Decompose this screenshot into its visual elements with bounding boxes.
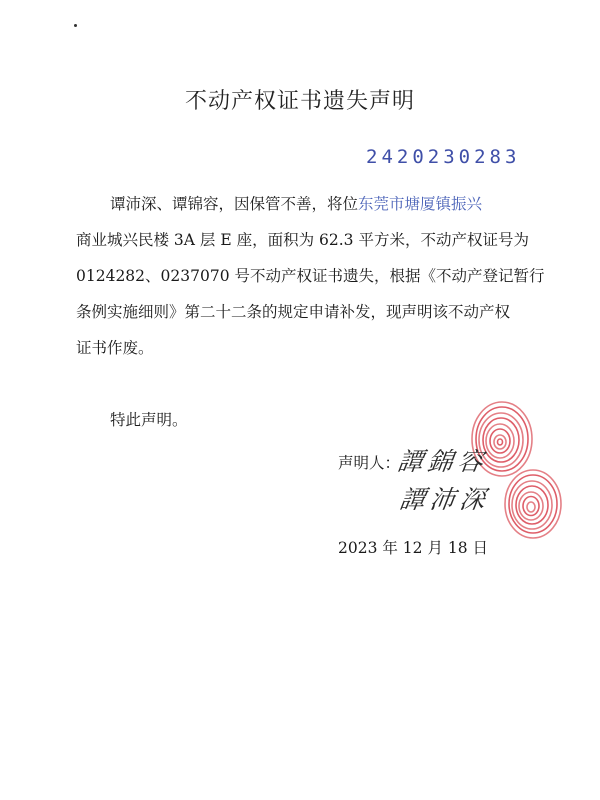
body-line-4: 条例实施细则》第二十二条的规定申请补发，现声明该不动产权 [76,303,511,321]
fingerprint-ridges [505,470,561,538]
scan-dot [74,24,77,27]
closing-line: 特此声明。 [110,411,188,429]
document-title: 不动产权证书遗失声明 [184,89,415,114]
body-line-1 [76,186,546,222]
body-line-1-prefix: 谭沛深、谭锦容，因保管不善，将位 [110,195,359,213]
declaration-body [76,186,546,366]
signature-tan-jinrong: 譚錦容 [395,447,490,476]
body-line-3: 0124282、0237070 号不动产权证书遗失，根据《不动产登记暂行 [76,267,545,285]
declarant-label: 声明人： [338,454,401,472]
fingerprint-stamp [503,468,563,540]
serial-number-stamp: 2420230283 [366,146,521,168]
body-line-5: 证书作废。 [76,339,154,357]
property-location: 东莞市塘厦镇振兴 [358,195,483,213]
signature-tan-peishen: 譚沛深 [397,485,492,514]
body-line-2: 商业城兴民楼 3A 层 E 座，面积为 62.3 平方米，不动产权证号为 [76,231,529,249]
declaration-date: 2023 年 12 月 18 日 [338,539,489,557]
